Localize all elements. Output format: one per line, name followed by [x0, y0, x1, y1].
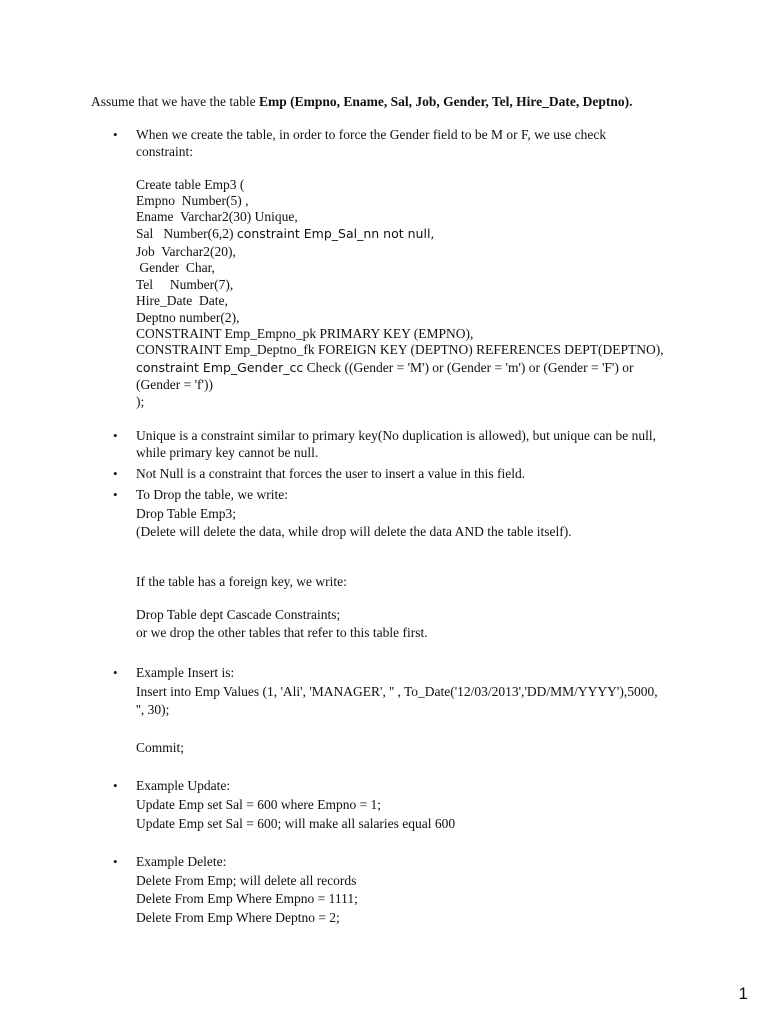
- code-line-11: CONSTRAINT Emp_Deptno_fk FOREIGN KEY (DEPTNO) REFERENCES DEPT(DEPTNO),: [136, 342, 664, 357]
- b4-line-3: (Delete will delete the data, while drop will delete the data AND the table itself).: [136, 524, 572, 539]
- b5-line-1: Example Insert is:: [136, 665, 235, 680]
- b5-line-3: '', 30);: [136, 702, 170, 717]
- b6-line-1: Example Update:: [136, 778, 231, 793]
- b2-line-1: Unique is a constraint similar to primary key(No duplication is allowed), but unique can be null,: [136, 428, 657, 443]
- b7-line-4: Delete From Emp Where Deptno = 2;: [136, 910, 340, 925]
- code-line-3: Ename Varchar2(30) Unique,: [136, 209, 298, 224]
- code-line-13: (Gender = 'f')): [136, 377, 213, 392]
- b1-text-line-2: constraint:: [136, 144, 193, 159]
- code-line-4: [136, 226, 434, 242]
- bullet-4: •: [113, 487, 118, 502]
- bullet-2: •: [113, 428, 118, 443]
- b3-line-1: Not Null is a constraint that forces the user to insert a value in this field.: [136, 466, 526, 481]
- code-line-12-a: constraint Emp_Gender_cc: [136, 360, 304, 375]
- code-line-6: Gender Char,: [136, 260, 215, 275]
- code-line-1: Create table Emp3 (: [136, 177, 245, 192]
- b5-line-2: Insert into Emp Values (1, 'Ali', 'MANAGER', '' , To_Date('12/03/2013','DD/MM/YYYY'),5000,: [136, 684, 658, 699]
- b2-line-2: while primary key cannot be null.: [136, 445, 319, 460]
- b4-line-6: or we drop the other tables that refer to this table first.: [136, 625, 428, 640]
- b6-line-2: Update Emp set Sal = 600 where Empno = 1;: [136, 797, 382, 812]
- b7-line-2: Delete From Emp; will delete all records: [136, 873, 357, 888]
- b4-line-2: Drop Table Emp3;: [136, 506, 237, 521]
- code-line-4-b: constraint Emp_Sal_nn not null,: [236, 226, 435, 241]
- bullet-5: •: [113, 665, 118, 680]
- code-line-5: Job Varchar2(20),: [136, 244, 236, 259]
- b7-line-1: Example Delete:: [136, 854, 227, 869]
- bullet-6: •: [113, 778, 118, 793]
- code-line-12: [136, 360, 633, 376]
- b4-line-5: Drop Table dept Cascade Constraints;: [136, 607, 341, 622]
- intro-table-definition: Emp (Empno, Ename, Sal, Job, Gender, Tel, Hire_Date, Deptno).: [258, 94, 633, 109]
- code-line-4-a: Sal Number(6,2): [136, 226, 237, 241]
- bullet-1: •: [113, 127, 118, 142]
- b4-line-1: To Drop the table, we write:: [136, 487, 289, 502]
- intro-prefix: Assume that we have the table: [91, 94, 259, 109]
- b4-line-4: If the table has a foreign key, we write:: [136, 574, 347, 589]
- intro-line: [91, 94, 632, 110]
- code-line-14: );: [136, 394, 145, 409]
- b6-line-3: Update Emp set Sal = 600; will make all salaries equal 600: [136, 816, 456, 831]
- b7-line-3: Delete From Emp Where Empno = 1111;: [136, 891, 358, 906]
- b5-line-4: Commit;: [136, 740, 185, 755]
- code-line-2: Empno Number(5) ,: [136, 193, 249, 208]
- code-line-10: CONSTRAINT Emp_Empno_pk PRIMARY KEY (EMPNO),: [136, 326, 474, 341]
- code-line-9: Deptno number(2),: [136, 310, 240, 325]
- page-number: 1: [738, 984, 748, 1003]
- b1-text-line-1: When we create the table, in order to force the Gender field to be M or F, we use check: [136, 127, 607, 142]
- code-line-7: Tel Number(7),: [136, 277, 234, 292]
- code-line-8: Hire_Date Date,: [136, 293, 228, 308]
- bullet-7: •: [113, 854, 118, 869]
- code-line-12-b: Check ((Gender = 'M') or (Gender = 'm') or (Gender = 'F') or: [303, 360, 634, 375]
- bullet-3: •: [113, 466, 118, 481]
